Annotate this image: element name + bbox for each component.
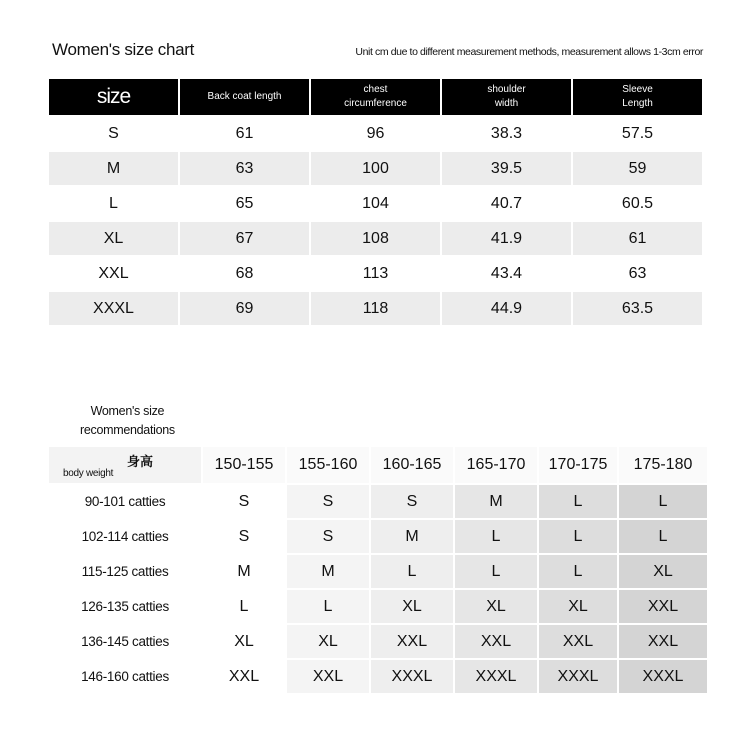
recommended-size-cell: S [371,485,453,518]
shoulder-cell: 43.4 [442,257,571,290]
weight-row-header: 102-114 catties [49,520,201,553]
header-sleeve-length [573,79,702,115]
size-cell: L [49,187,178,220]
recommended-size-cell: XXXL [619,660,707,693]
recommended-size-cell: L [539,555,617,588]
table-row [49,152,702,185]
table-row [49,292,702,325]
header-sleeve-line1: Sleeve [622,84,653,95]
recommended-size-cell: XL [203,625,285,658]
recommendations-title-line1: Women's size [90,404,165,418]
header-sleeve-line2: Length [622,98,653,109]
page-title: Women's size chart [52,40,195,59]
header-back-coat-length [180,79,309,115]
recommended-size-cell: L [619,520,707,553]
weight-axis-label: body weight [63,468,114,479]
chest-cell: 113 [311,257,440,290]
weight-row-header: 115-125 catties [49,555,201,588]
weight-row-header: 136-145 catties [49,625,201,658]
height-header: 165-170 [455,447,537,483]
header-shoulder-line2: width [494,98,519,109]
sleeve-cell: 63.5 [573,292,702,325]
sleeve-cell: 63 [573,257,702,290]
recommended-size-cell: XL [455,590,537,623]
back-length-cell: 67 [180,222,309,255]
weight-row-header: 146-160 catties [49,660,201,693]
recommended-size-cell: XXL [619,590,707,623]
height-header-row [49,447,707,483]
header-back-coat-length-label: Back coat length [207,91,282,102]
table-row [49,520,707,553]
header-shoulder-line1: shoulder [487,84,526,95]
height-header: 150-155 [203,447,285,483]
measurement-note: Unit cm due to different measurement methods, measurement allows 1-3cm error [355,46,703,58]
height-header: 170-175 [539,447,617,483]
table-row [49,257,702,290]
header-chest-line1: chest [363,84,388,95]
back-length-cell: 63 [180,152,309,185]
recommended-size-cell: L [539,485,617,518]
height-header: 175-180 [619,447,707,483]
recommended-size-cell: XXL [371,625,453,658]
size-cell: XXL [49,257,178,290]
header-chest-circumference [311,79,440,115]
chest-cell: 96 [311,117,440,150]
back-length-cell: 68 [180,257,309,290]
weight-row-header: 126-135 catties [49,590,201,623]
recommended-size-cell: XXL [619,625,707,658]
recommended-size-cell: L [619,485,707,518]
chest-cell: 100 [311,152,440,185]
size-recommendation-table [47,445,709,695]
weight-row-header: 90-101 catties [49,485,201,518]
recommended-size-cell: XXL [203,660,285,693]
recommended-size-cell: XXXL [371,660,453,693]
header-shoulder-width [442,79,571,115]
recommended-size-cell: XXXL [455,660,537,693]
size-cell: XXXL [49,292,178,325]
recommended-size-cell: L [287,590,369,623]
height-header: 160-165 [371,447,453,483]
recommended-size-cell: L [203,590,285,623]
recommended-size-cell: XXXL [539,660,617,693]
size-cell: S [49,117,178,150]
size-chart-header-row [49,79,702,115]
chest-cell: 108 [311,222,440,255]
size-chart-table [47,77,704,327]
recommended-size-cell: M [371,520,453,553]
recommended-size-cell: L [539,520,617,553]
recommended-size-cell: XL [371,590,453,623]
table-row [49,187,702,220]
header-size-label: size [96,85,131,108]
recommended-size-cell: XL [619,555,707,588]
size-cell: M [49,152,178,185]
shoulder-cell: 39.5 [442,152,571,185]
back-length-cell: 69 [180,292,309,325]
recommended-size-cell: S [203,520,285,553]
sleeve-cell: 59 [573,152,702,185]
table-row [49,555,707,588]
recommended-size-cell: S [287,520,369,553]
recommended-size-cell: S [287,485,369,518]
recommended-size-cell: XXL [455,625,537,658]
recommended-size-cell: M [455,485,537,518]
shoulder-cell: 41.9 [442,222,571,255]
sleeve-cell: 61 [573,222,702,255]
chest-cell: 104 [311,187,440,220]
table-row [49,625,707,658]
header-chest-line2: circumference [344,98,407,109]
recommendations-title [80,402,175,440]
shoulder-cell: 44.9 [442,292,571,325]
size-cell: XL [49,222,178,255]
sleeve-cell: 57.5 [573,117,702,150]
header-size [49,79,178,115]
shoulder-cell: 38.3 [442,117,571,150]
chest-cell: 118 [311,292,440,325]
recommended-size-cell: L [455,520,537,553]
back-length-cell: 61 [180,117,309,150]
shoulder-cell: 40.7 [442,187,571,220]
table-row [49,590,707,623]
recommended-size-cell: L [455,555,537,588]
table-row [49,485,707,518]
height-header: 155-160 [287,447,369,483]
corner-header [49,447,201,483]
sleeve-cell: 60.5 [573,187,702,220]
recommended-size-cell: L [371,555,453,588]
table-row [49,117,702,150]
recommended-size-cell: M [203,555,285,588]
recommended-size-cell: XL [287,625,369,658]
recommended-size-cell: XL [539,590,617,623]
table-row [49,660,707,693]
recommended-size-cell: S [203,485,285,518]
table-row [49,222,702,255]
recommended-size-cell: XXL [539,625,617,658]
recommendations-title-line2: recommendations [80,423,175,437]
recommended-size-cell: M [287,555,369,588]
height-axis-label: 身高 [127,454,154,469]
back-length-cell: 65 [180,187,309,220]
recommended-size-cell: XXL [287,660,369,693]
